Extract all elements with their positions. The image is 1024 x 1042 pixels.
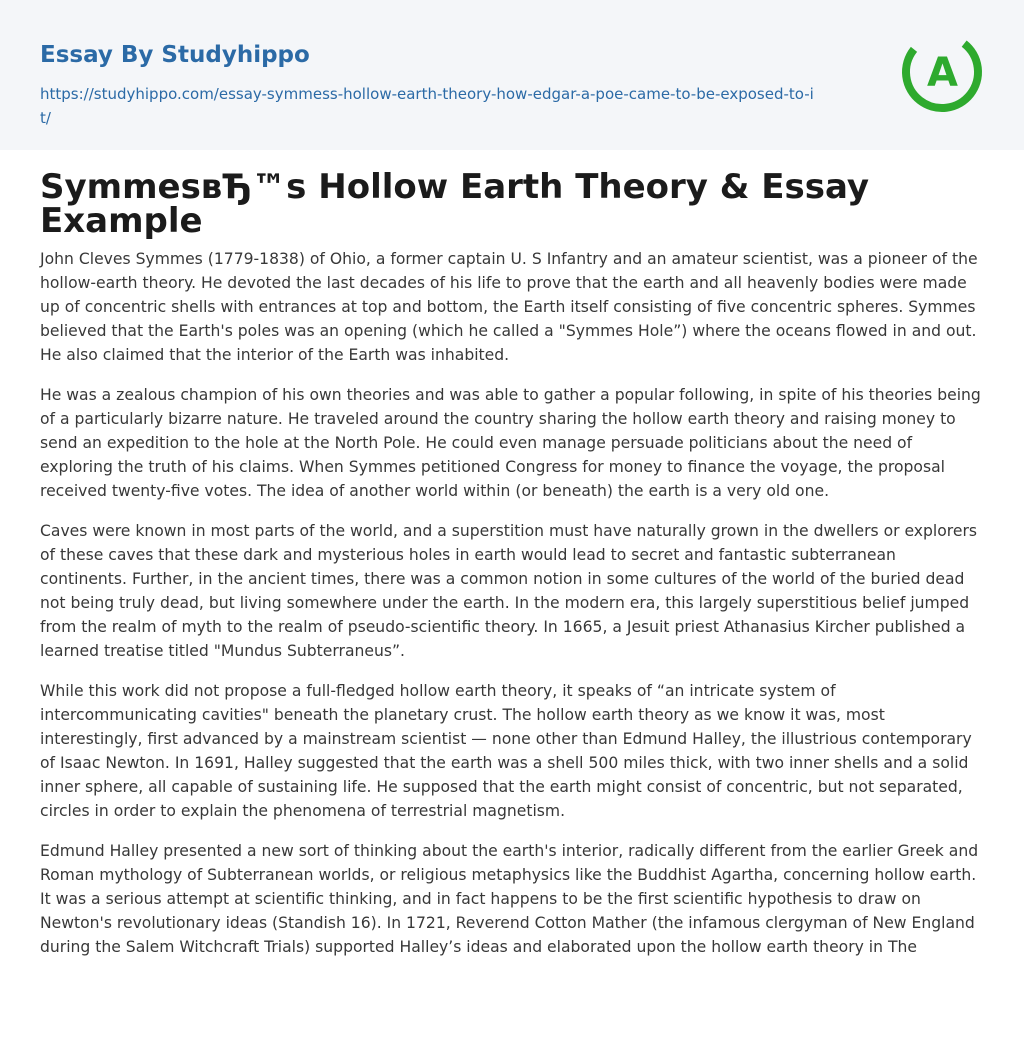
essay-paragraph: Caves were known in most parts of the world, and a superstition must have naturally grown in the dwellers or explorers of these caves that these dark and mysterious holes in earth would lead to secret and fantastic subterranean continents. Further, in the ancient times, there was a common notion in some cultures of the world of the buried dead not being truly dead, but living somewhere under the earth. In the modern era, this largely superstitious belief jumped from the realm of myth to the realm of pseudo-scientific theory. In 1665, a Jesuit priest Athanasius Kircher published a learned treatise titled "Mundus Subterraneus”.: [40, 522, 978, 660]
logo-letter: A: [927, 50, 958, 96]
page-header: [0, 0, 1024, 150]
essay-content: [0, 150, 1024, 959]
essay-body: [40, 247, 984, 959]
essay-paragraph: While this work did not propose a full-fledged hollow earth theory, it speaks of “an intricate system of intercommunicating cavities" beneath the planetary crust. The hollow earth theory as we know it was, most interestingly, first advanced by a mainstream scientist — none other than Edmund Halley, the illustrious contemporary of Isaac Newton. In 1691, Halley suggested that the earth was a shell 500 miles thick, with two inner shells and a solid inner sphere, all capable of sustaining life. He supposed that the earth might consist of concentric, but not separated, circles in order to explain the phenomena of terrestrial magnetism.: [40, 682, 972, 820]
essay-title: SymmesвЂ™s Hollow Earth Theory & Essay Example: [40, 167, 870, 241]
source-url-link[interactable]: https://studyhippo.com/essay-symmess-hollow-earth-theory-how-edgar-a-poe-came-to-be-exposed-to-it/: [40, 85, 814, 127]
essay-paragraph: He was a zealous champion of his own theories and was able to gather a popular following, in spite of his theories being of a particularly bizarre nature. He traveled around the country sharing the hollow earth theory and raising money to send an expedition to the hole at the North Pole. He could even manage persuade politicians about the need of exploring the truth of his claims. When Symmes petitioned Congress for money to finance the voyage, the proposal received twenty-five votes. The idea of another world within (or beneath) the earth is a very old one.: [40, 386, 981, 500]
essay-paragraph: Edmund Halley presented a new sort of thinking about the earth's interior, radically different from the earlier Greek and Roman mythology of Subterranean worlds, or religious metaphysics like the Buddhist Agartha, concerning hollow earth. It was a serious attempt at scientific thinking, and in fact happens to be the first scientific hypothesis to draw on Newton's revolutionary ideas (Standish 16). In 1721, Reverend Cotton Mather (the infamous clergyman of New England during the Salem Witchcraft Trials) supported Halley’s ideas and elaborated upon the hollow earth theory in The: [40, 842, 979, 956]
site-title: Essay By Studyhippo: [40, 42, 310, 68]
studyhippo-logo-icon: [900, 29, 984, 115]
essay-paragraph: John Cleves Symmes (1779-1838) of Ohio, a former captain U. S Infantry and an amateur scientist, was a pioneer of the hollow-earth theory. He devoted the last decades of his life to prove that the earth and all heavenly bodies were made up of concentric shells with entrances at top and bottom, the Earth itself consisting of five concentric spheres. Symmes believed that the Earth's poles was an opening (which he called a "Symmes Hole”) where the oceans flowed in and out. He also claimed that the interior of the Earth was inhabited.: [40, 250, 978, 364]
